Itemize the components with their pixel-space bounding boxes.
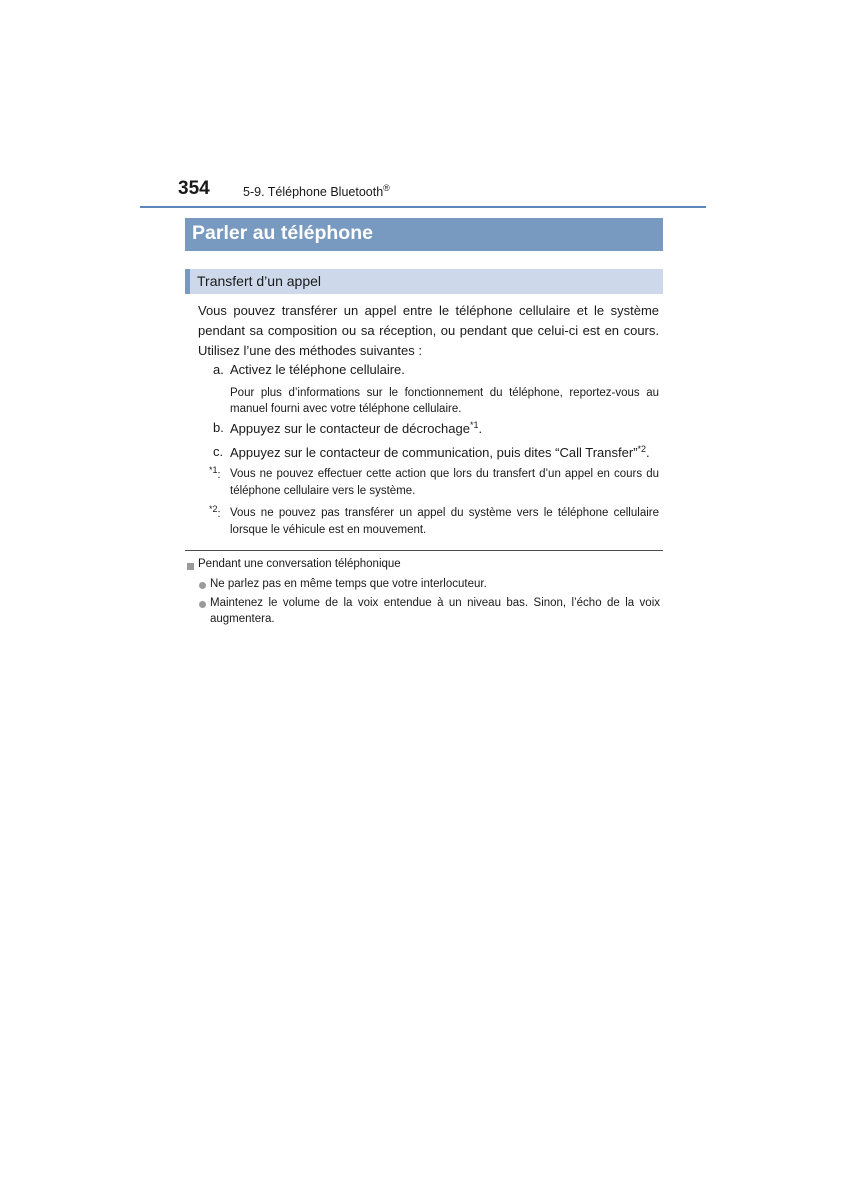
item-b	[230, 420, 482, 436]
square-bullet-icon	[187, 563, 194, 570]
intro-paragraph: Vous pouvez transférer un appel entre le téléphone cellulaire et le système pendant sa composition ou sa réception, ou pendant que celui-ci est en cours. Utilisez l’une des méthodes suivantes :	[198, 303, 659, 358]
page-number: 354	[178, 178, 210, 199]
registered-mark: ®	[383, 183, 390, 193]
note-2-text: Vous ne pouvez pas transférer un appel du système vers le téléphone cellulaire lorsque le véhicule est en mouvement.	[230, 507, 659, 536]
note-1-text: Vous ne pouvez effectuer cette action que lors du transfert d’un appel en cours du téléphone cellulaire vers le système.	[230, 468, 659, 497]
section-divider	[185, 550, 663, 551]
item-c	[230, 444, 650, 460]
bullet-item-1: Ne parlez pas en même temps que votre interlocuteur.	[210, 578, 487, 590]
note-1-mark: $^{*1}$:	[209, 465, 221, 481]
item-b-end: .	[478, 421, 483, 436]
item-b-text: Appuyez sur le contacteur de décrochage	[230, 421, 470, 436]
bullet-dot-icon	[199, 601, 206, 608]
bullet-item-2: Maintenez le volume de la voix entendue à un niveau bas. Sinon, l’écho de la voix augmentera.	[210, 597, 660, 625]
section-label: Pendant une conversation téléphonique	[198, 558, 401, 570]
item-letter-b: b.	[213, 420, 224, 435]
item-c-end: .	[646, 445, 650, 460]
section-title: Parler au téléphone	[192, 222, 373, 244]
header-rule	[140, 206, 706, 208]
item-letter-a: a.	[213, 362, 224, 377]
item-b-ref: *1	[469, 420, 479, 430]
item-a-text: Activez le téléphone cellulaire.	[230, 362, 405, 377]
chapter-title: 5-9. Téléphone Bluetooth	[243, 185, 384, 199]
chapter-heading	[243, 183, 390, 199]
item-a	[230, 362, 405, 377]
item-c-text: Appuyez sur le contacteur de communication, puis dites “Call Transfer”	[230, 445, 638, 460]
item-c-ref: *2	[637, 444, 647, 454]
section-title-bar	[185, 218, 663, 251]
item-a-detail: Pour plus d’informations sur le fonctionnement du téléphone, reportez-vous au manuel fourni avec votre téléphone cellulaire.	[230, 387, 659, 415]
subsection-title-bar	[185, 269, 663, 294]
item-letter-c: c.	[213, 444, 224, 459]
bullet-dot-icon	[199, 582, 206, 589]
note-2-mark: $^{*2}$:	[209, 504, 221, 520]
subsection-title: Transfert d’un appel	[197, 273, 321, 289]
